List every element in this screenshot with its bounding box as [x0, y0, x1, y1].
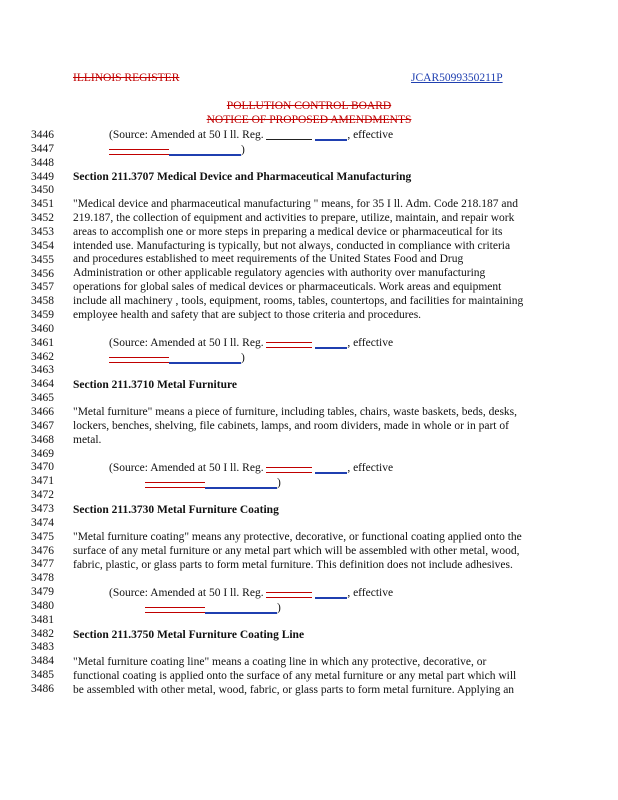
paragraph-line: include all machinery , tools, equipment, rooms, tables, countertops, and facilities for maintaining [73, 294, 524, 307]
line-number: 3470 [31, 461, 54, 474]
source-note-date [109, 144, 245, 156]
source-close: ) [241, 144, 245, 156]
line-number: 3459 [31, 309, 54, 321]
page-blank [315, 597, 347, 599]
deleted-date-mark [145, 482, 205, 488]
paragraph-line: metal. [73, 433, 102, 446]
source-note [109, 337, 393, 349]
source-close: ) [277, 602, 281, 614]
line-number: 3476 [31, 544, 54, 557]
paragraph-line: areas to accomplish one or more steps in preparing a medical device or pharmaceutical for its [73, 225, 503, 238]
line-number: 3467 [31, 419, 54, 432]
page-blank [315, 139, 347, 141]
source-note-date [109, 352, 245, 364]
line-number: 3469 [31, 447, 54, 460]
line-number: 3449 [31, 170, 54, 183]
line-number: 3452 [31, 212, 54, 225]
line-number: 3447 [31, 142, 54, 155]
line-number: 3477 [31, 558, 54, 571]
paragraph-line: and procedures established to meet requirements of the United States Food and Drug [73, 253, 464, 266]
line-number: 3481 [31, 613, 54, 626]
volume-blank [266, 139, 312, 140]
page-blank [315, 472, 347, 474]
line-number: 3465 [31, 392, 54, 405]
source-note [109, 462, 393, 474]
effective-label: , effective [347, 587, 394, 599]
source-prefix: (Source: Amended at 50 I ll. Reg. [109, 129, 264, 141]
document-id-link[interactable]: JCAR5099350211P [411, 72, 503, 84]
line-number: 3446 [31, 129, 54, 141]
notice-title: NOTICE OF PROPOSED AMENDMENTS [206, 114, 412, 126]
line-number: 3453 [31, 225, 54, 238]
effective-label: , effective [347, 337, 394, 349]
source-prefix: (Source: Amended at 50 I ll. Reg. [109, 337, 264, 349]
source-prefix: (Source: Amended at 50 I ll. Reg. [109, 462, 264, 474]
register-title: ILLINOIS REGISTER [73, 72, 180, 84]
deleted-volume-mark [266, 467, 312, 473]
source-note-date [145, 477, 281, 489]
page-blank [315, 347, 347, 349]
line-number: 3460 [31, 322, 54, 335]
line-number: 3474 [31, 516, 54, 529]
paragraph-line: employee health and safety that are subject to those criteria and procedures. [73, 308, 422, 321]
inserted-date-mark [205, 612, 277, 614]
paragraph-line: 219.187, the collection of equipment and activities to prepare, utilize, maintain, and repair work [73, 211, 515, 224]
deleted-date-mark [109, 149, 169, 155]
board-name: POLLUTION CONTROL BOARD [226, 100, 392, 112]
line-number: 3462 [31, 350, 54, 363]
line-number: 3478 [31, 572, 54, 585]
paragraph-line: functional coating is applied onto the surface of any metal furniture or any metal part which will [73, 669, 517, 682]
inserted-date-mark [169, 362, 241, 364]
line-number: 3483 [31, 641, 54, 654]
source-prefix: (Source: Amended at 50 I ll. Reg. [109, 587, 264, 599]
paragraph-line: be assembled with other metal, wood, fabric, or glass parts to form metal furniture. Applying an [73, 683, 515, 696]
source-note [109, 129, 393, 141]
deleted-date-mark [109, 357, 169, 363]
effective-label: , effective [347, 462, 394, 474]
line-number: 3471 [31, 475, 54, 488]
paragraph-line: Administration or other applicable regulatory agencies with authority over manufacturing [73, 267, 486, 280]
section-heading-3750: Section 211.3750 Metal Furniture Coating Line [73, 629, 305, 641]
inserted-date-mark [205, 487, 277, 489]
section-heading-3710: Section 211.3710 Metal Furniture [73, 379, 237, 391]
paragraph-line: "Metal furniture" means a piece of furniture, including tables, chairs, waste baskets, beds, desks, [73, 406, 518, 418]
line-number: 3461 [31, 336, 54, 349]
line-number: 3475 [31, 530, 54, 543]
line-number: 3472 [31, 489, 54, 502]
deleted-date-mark [145, 607, 205, 613]
paragraph-line: lockers, benches, shelving, file cabinets, lamps, and room dividers, made in whole or in part of [73, 419, 509, 432]
source-note [109, 587, 393, 599]
line-number: 3479 [31, 586, 54, 598]
line-number: 3450 [31, 184, 54, 197]
line-number: 3463 [31, 364, 54, 377]
line-number: 3482 [31, 627, 54, 640]
effective-label: , effective [347, 129, 394, 141]
section-heading-3730: Section 211.3730 Metal Furniture Coating [73, 504, 279, 516]
section-heading-3707: Section 211.3707 Medical Device and Pharmaceutical Manufacturing [73, 171, 412, 183]
paragraph-line: fabric, plastic, or glass parts to form metal furniture. This definition does not include adhesives. [73, 558, 513, 571]
paragraph-line: "Metal furniture coating" means any protective, decorative, or functional coating applied onto the [73, 531, 522, 543]
line-number: 3448 [31, 156, 54, 169]
paragraph-line: "Metal furniture coating line" means a coating line in which any protective, decorative, or [73, 656, 487, 668]
line-number: 3464 [31, 378, 54, 391]
line-number: 3458 [31, 295, 54, 308]
line-number: 3466 [31, 406, 54, 418]
line-number: 3457 [31, 281, 54, 294]
line-number: 3454 [31, 239, 54, 252]
paragraph-line: surface of any metal furniture or any metal part which will be assembled with other metal, wood, [73, 544, 520, 557]
line-number: 3455 [31, 253, 54, 266]
line-number: 3451 [31, 198, 54, 211]
source-close: ) [241, 352, 245, 364]
paragraph-line: "Medical device and pharmaceutical manufacturing " means, for 35 I ll. Adm. Code 218.187 and [73, 198, 518, 210]
line-number: 3468 [31, 433, 54, 446]
line-number: 3485 [31, 669, 54, 682]
line-number: 3484 [31, 655, 54, 668]
source-close: ) [277, 477, 281, 489]
deleted-volume-mark [266, 592, 312, 598]
paragraph-line: operations for global sales of medical devices or pharmaceuticals. Work areas and equipment [73, 281, 502, 294]
paragraph-line: intended use. Manufacturing is typically, but not always, conducted in compliance with criteria [73, 239, 511, 252]
line-number: 3480 [31, 599, 54, 612]
line-number: 3486 [31, 683, 54, 695]
source-note-date [145, 602, 281, 614]
line-number: 3456 [31, 267, 54, 280]
deleted-volume-mark [266, 342, 312, 348]
line-number: 3473 [31, 502, 54, 515]
inserted-date-mark [169, 154, 241, 156]
